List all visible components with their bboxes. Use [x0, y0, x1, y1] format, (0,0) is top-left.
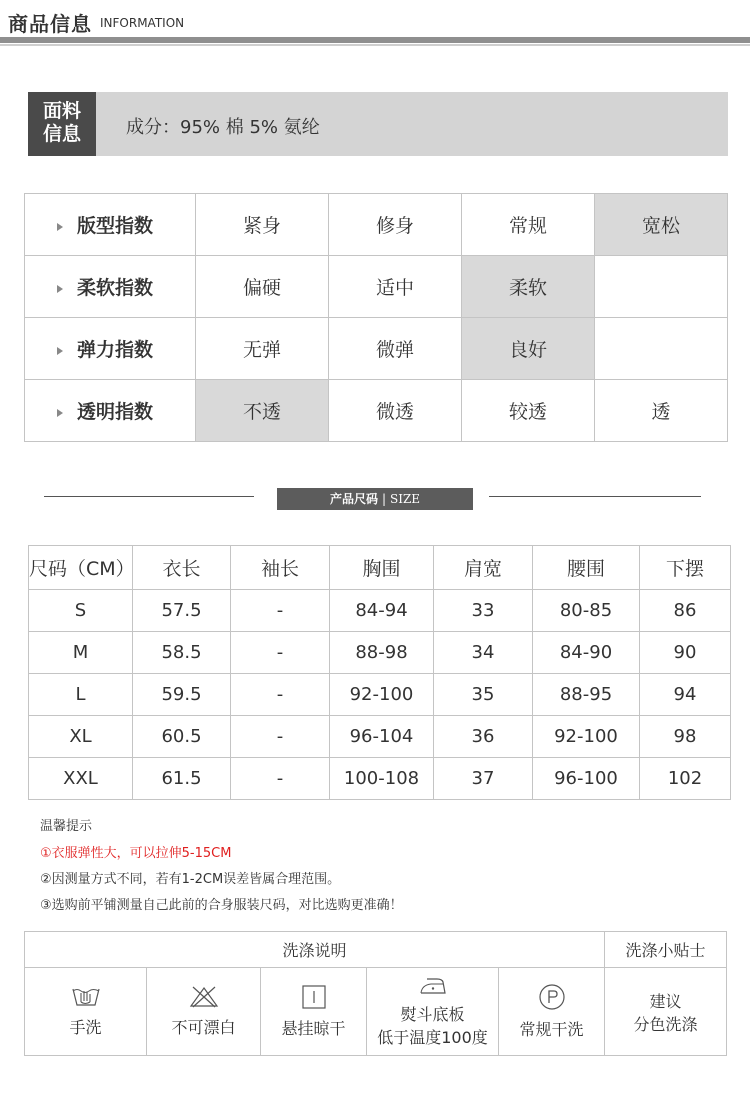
table-cell: -	[231, 674, 330, 716]
table-cell: 98	[640, 716, 731, 758]
index-option: 适中	[329, 256, 462, 318]
table-cell: 80-85	[533, 590, 640, 632]
page-subtitle: INFORMATION	[100, 16, 185, 30]
dry-clean-icon	[538, 983, 566, 1011]
page-title: 商品信息	[8, 12, 92, 36]
table-cell: 59.5	[133, 674, 231, 716]
size-table	[28, 545, 731, 800]
wash-tip-line: 建议	[649, 991, 682, 1011]
triangle-bullet-icon	[57, 223, 63, 231]
column-header: 胸围	[330, 546, 434, 590]
index-option: 常规	[462, 194, 595, 256]
index-option-selected: 不透	[196, 380, 329, 442]
index-label: 弹力指数	[25, 318, 196, 380]
index-option: 透	[595, 380, 728, 442]
fabric-tag-line1: 面料	[42, 100, 81, 122]
wash-item-hand-wash	[25, 968, 147, 1056]
index-row-transparency	[25, 380, 728, 442]
table-cell: 60.5	[133, 716, 231, 758]
wash-item-hang-dry	[261, 968, 367, 1056]
table-cell: 35	[434, 674, 533, 716]
wash-label: 常规干洗	[519, 1020, 584, 1039]
table-cell: -	[231, 716, 330, 758]
table-cell: 61.5	[133, 758, 231, 800]
table-row	[29, 716, 731, 758]
index-row-fit	[25, 194, 728, 256]
size-section-title: 产品尺码 | SIZE	[277, 488, 473, 510]
wash-tip-line: 分色洗涤	[633, 1014, 698, 1034]
table-cell: 34	[434, 632, 533, 674]
tip-line-elastic: ①衣服弹性大，可以拉伸5-15CM	[40, 846, 232, 861]
hang-dry-icon	[299, 984, 329, 1010]
index-row-elasticity	[25, 318, 728, 380]
table-cell: 88-98	[330, 632, 434, 674]
table-cell: 96-100	[533, 758, 640, 800]
index-option: 紧身	[196, 194, 329, 256]
index-label: 柔软指数	[25, 256, 196, 318]
index-option	[595, 256, 728, 318]
fabric-tag-line2: 信息	[42, 123, 81, 145]
wash-label: 不可漂白	[171, 1018, 236, 1037]
tip-line-compare: ③选购前平铺测量自己此前的合身服装尺码，对比选购更准确！	[40, 898, 403, 913]
table-cell: 36	[434, 716, 533, 758]
table-cell: 58.5	[133, 632, 231, 674]
table-cell: 102	[640, 758, 731, 800]
wash-instructions-table	[24, 931, 727, 1056]
fabric-info-tag	[28, 92, 96, 156]
table-row	[29, 632, 731, 674]
wash-icon-row	[25, 968, 727, 1056]
wash-label-extra: 低于温度100度	[377, 1027, 488, 1047]
wash-header-row	[25, 932, 727, 968]
column-header: 肩宽	[434, 546, 533, 590]
tip-line-measure: ②因测量方式不同，若有1-2CM误差皆属合理范围。	[40, 872, 341, 887]
wash-item-dry-clean	[499, 968, 605, 1056]
size-divider-right	[489, 496, 701, 497]
hand-wash-icon	[71, 985, 101, 1009]
table-row	[29, 674, 731, 716]
table-cell: L	[29, 674, 133, 716]
table-cell: 86	[640, 590, 731, 632]
index-label: 透明指数	[25, 380, 196, 442]
table-cell: 94	[640, 674, 731, 716]
table-cell: 57.5	[133, 590, 231, 632]
table-cell: 37	[434, 758, 533, 800]
table-cell: -	[231, 632, 330, 674]
index-option-selected: 柔软	[462, 256, 595, 318]
iron-icon	[417, 976, 449, 996]
table-cell: 96-104	[330, 716, 434, 758]
triangle-bullet-icon	[57, 347, 63, 355]
index-option: 偏硬	[196, 256, 329, 318]
index-option: 微弹	[329, 318, 462, 380]
table-cell: 90	[640, 632, 731, 674]
table-cell: 100-108	[330, 758, 434, 800]
index-option	[595, 318, 728, 380]
column-header: 腰围	[533, 546, 640, 590]
table-row	[29, 590, 731, 632]
header-divider	[0, 37, 750, 43]
wash-header: 洗涤说明	[25, 932, 605, 968]
column-header: 下摆	[640, 546, 731, 590]
wash-tip-cell	[605, 968, 727, 1056]
table-cell: 88-95	[533, 674, 640, 716]
table-cell: 33	[434, 590, 533, 632]
table-cell: -	[231, 758, 330, 800]
wash-item-iron	[367, 968, 499, 1056]
wash-label: 熨斗底板	[400, 1004, 465, 1024]
table-cell: M	[29, 632, 133, 674]
index-option-selected: 良好	[462, 318, 595, 380]
header-divider-light	[0, 44, 750, 46]
fabric-composition: 成分：95% 棉 5% 氨纶	[126, 117, 320, 138]
table-cell: S	[29, 590, 133, 632]
triangle-bullet-icon	[57, 409, 63, 417]
fit-index-table	[24, 193, 728, 442]
index-option: 较透	[462, 380, 595, 442]
wash-label: 手洗	[69, 1018, 102, 1037]
triangle-bullet-icon	[57, 285, 63, 293]
index-option: 微透	[329, 380, 462, 442]
column-header: 袖长	[231, 546, 330, 590]
table-cell: XXL	[29, 758, 133, 800]
no-bleach-icon	[189, 985, 219, 1009]
tips-title: 温馨提示	[40, 819, 93, 834]
index-option: 无弹	[196, 318, 329, 380]
index-option-selected: 宽松	[595, 194, 728, 256]
table-cell: 84-90	[533, 632, 640, 674]
index-option: 修身	[329, 194, 462, 256]
wash-tips-header: 洗涤小贴士	[605, 932, 727, 968]
wash-label: 悬挂晾干	[281, 1019, 346, 1038]
size-divider-left	[44, 496, 254, 497]
wash-item-no-bleach	[147, 968, 261, 1056]
table-cell: XL	[29, 716, 133, 758]
table-row	[29, 758, 731, 800]
table-cell: 92-100	[330, 674, 434, 716]
column-header: 衣长	[133, 546, 231, 590]
index-row-softness	[25, 256, 728, 318]
index-label: 版型指数	[25, 194, 196, 256]
table-cell: 84-94	[330, 590, 434, 632]
table-cell: -	[231, 590, 330, 632]
column-header: 尺码（CM）	[29, 546, 133, 590]
size-table-header	[29, 546, 731, 590]
table-cell: 92-100	[533, 716, 640, 758]
